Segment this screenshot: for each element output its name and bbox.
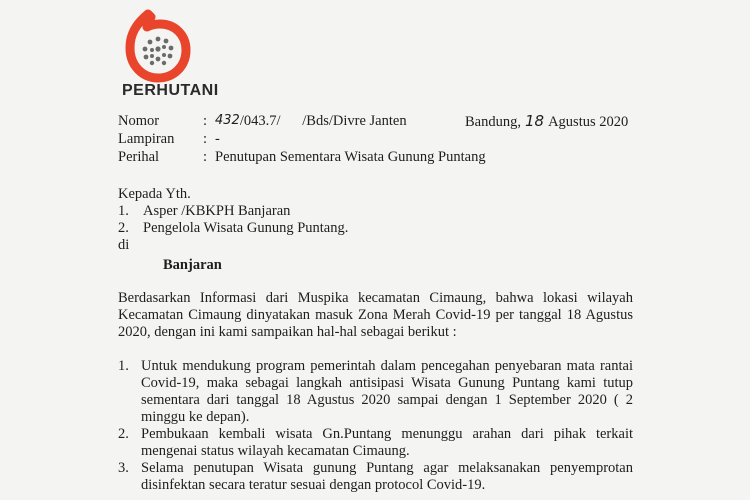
lampiran-row: [118, 130, 486, 148]
point-text: Selama penutupan Wisata gunung Puntang agar melaksanakan penyemprotan disinfektan secara teratur sesuai dengan protocol Covid-19.: [141, 460, 633, 493]
lampiran-value: -: [215, 131, 220, 147]
date-city: Bandung,: [465, 114, 521, 130]
nomor-value: /043.7/ /Bds/Divre Janten: [239, 113, 407, 129]
intro-paragraph: Berdasarkan Informasi dari Muspika kecamatan Cimaung, bahwa lokasi wilayah Kecamatan Cimaung dinyatakan masuk Zona Merah Covid-19 per tanggal 18 Agustus 2020, dengan ini kami sampaikan hal-hal sebagai berikut :: [118, 290, 633, 340]
date-day-handwritten: 18: [524, 112, 545, 130]
letter-date: [465, 112, 628, 131]
separator: :: [203, 131, 208, 147]
list-number: 2.: [118, 220, 129, 236]
list-item: [118, 358, 633, 426]
perihal-row: [118, 148, 486, 166]
nomor-handwritten: 432: [215, 113, 240, 128]
list-number: 3.: [118, 460, 129, 476]
list-number: 1.: [118, 358, 129, 374]
brand-name: PERHUTANI: [122, 82, 219, 99]
points-list: [118, 358, 633, 494]
list-number: 1.: [118, 203, 129, 219]
list-item: [118, 426, 633, 460]
separator: :: [203, 149, 208, 165]
lampiran-label: Lampiran: [118, 131, 175, 147]
perihal-value: Penutupan Sementara Wisata Gunung Puntang: [215, 149, 486, 165]
list-item: [118, 220, 348, 237]
list-item: [118, 460, 633, 494]
separator: :: [203, 113, 208, 129]
point-text: Pembukaan kembali wisata Gn.Puntang menunggu arahan dari pihak terkait mengenai status wilayah kecamatan Cimaung.: [141, 426, 633, 459]
point-text: Untuk mendukung program pemerintah dalam pencegahan penyebaran mata rantai Covid-19, maka sebagai langkah antisipasi Wisata Gunung Puntang kami tutup sementara dari tanggal 18 Agustus 2020 sampai dengan 1 September 2020 ( 2 minggu ke depan).: [141, 358, 633, 425]
nomor-label: Nomor: [118, 113, 160, 129]
recipient-text: Asper /KBKPH Banjaran: [143, 203, 291, 219]
list-number: 2.: [118, 426, 129, 442]
list-item: [118, 203, 348, 220]
di-label: di: [118, 237, 130, 253]
greeting: Kepada Yth.: [118, 186, 191, 202]
recipient-place: Banjaran: [163, 257, 222, 273]
perihal-label: Perihal: [118, 149, 160, 165]
letter-meta: [118, 112, 486, 166]
date-rest: Agustus 2020: [548, 114, 629, 130]
perhutani-logo-icon: [118, 8, 196, 84]
recipient-text: Pengelola Wisata Gunung Puntang.: [143, 220, 349, 236]
nomor-row: [118, 112, 486, 130]
recipients: [118, 186, 348, 254]
